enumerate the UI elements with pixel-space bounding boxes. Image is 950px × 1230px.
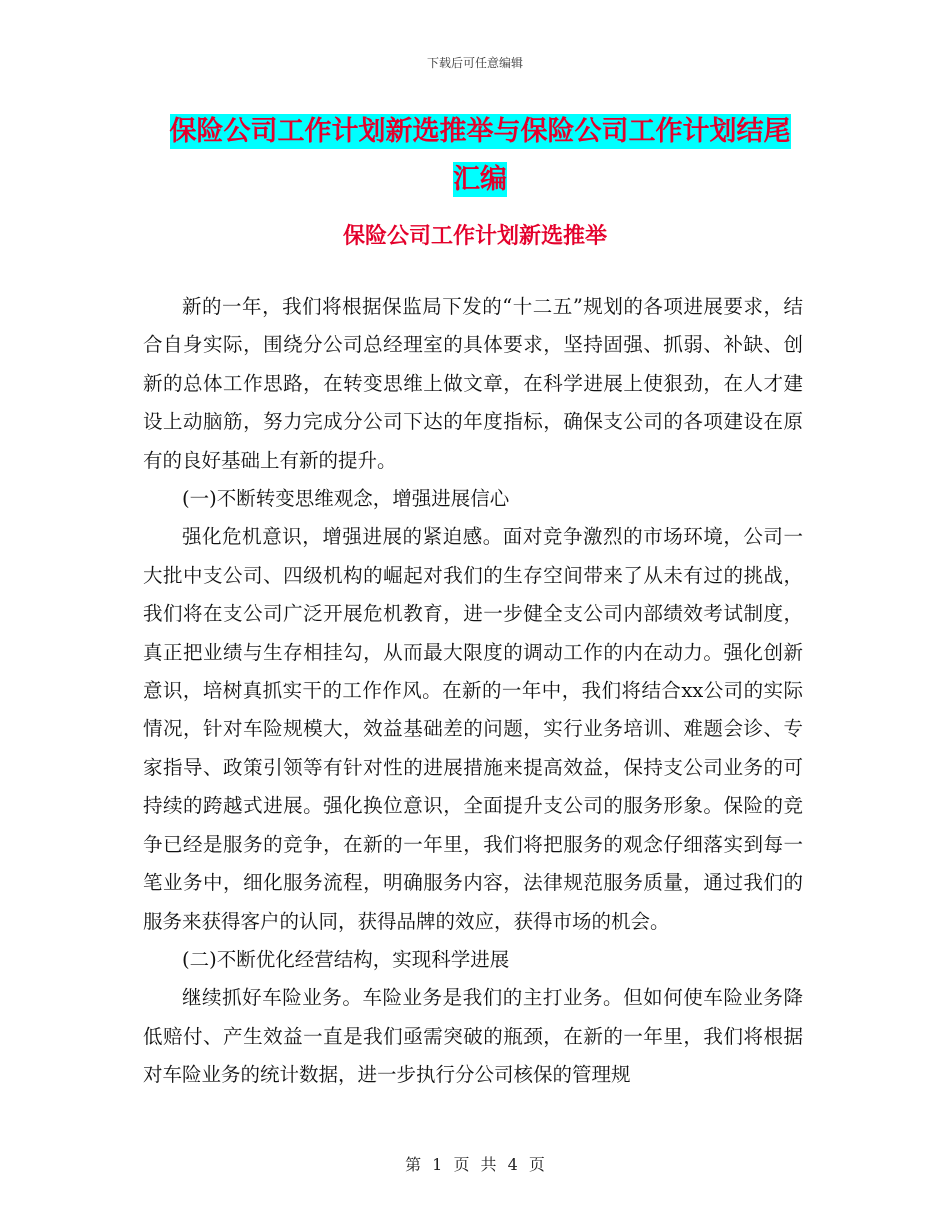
paragraph-1: 强化危机意识，增强进展的紧迫感。面对竞争激烈的市场环境，公司一大批中支公司、四级机构的崛起对我们的生存空间带来了从未有过的挑战，我们将在支公司广泛开展危机教育，进一步健全支公司内部绩效考试制度，真正把业绩与生存相挂勾，从而最大限度的调动工作的内在动力。强化创新意识，培树真抓实干的工作作风。在新的一年中，我们将结合xx公司的实际情况，针对车险规模大，效益基础差的问题，实行业务培训、难题会诊、专家指导、政策引领等有针对性的进展措施来提高效益，保持支公司业务的可持续的跨越式进展。强化换位意识，全面提升支公司的服务形象。保险的竞争已经是服务的竞争，在新的一年里，我们将把服务的观念仔细落实到每一笔业务中，细化服务流程，明确服务内容，法律规范服务质量，通过我们的服务来获得客户的认同，获得品牌的效应，获得市场的机会。	[143, 525, 803, 933]
document-title	[140, 108, 820, 204]
page-number: 第 1 页 共 4 页	[405, 1155, 545, 1174]
document-title-line2: 汇编	[453, 164, 507, 195]
paragraph-intro: 新的一年，我们将根据保监局下发的“十二五”规划的各项进展要求，结合自身实际，围绕分公司总经理室的具体要求，坚持固强、抓弱、补缺、创新的总体工作思路，在转变思维上做文章，在科学进展上使狠劲，在人才建设上动脑筋，努力完成分公司下达的年度指标，确保支公司的各项建设在原有的良好基础上有新的提升。	[143, 295, 803, 472]
subheading-2: (二)不断优化经营结构，实现科学进展	[182, 947, 510, 971]
page-header-note: 下载后可任意编辑	[426, 56, 523, 70]
document-body	[143, 288, 803, 1095]
paragraph-2: 继续抓好车险业务。车险业务是我们的主打业务。但如何使车险业务降低赔付、产生效益一直是我们亟需突破的瓶颈，在新的一年里，我们将根据对车险业务的统计数据，进一步执行分公司核保的管理规	[143, 986, 803, 1087]
subheading-1: (一)不断转变思维观念，增强进展信心	[182, 487, 510, 511]
section-title: 保险公司工作计划新选推举	[342, 224, 607, 249]
document-title-line1: 保险公司工作计划新选推举与保险公司工作计划结尾	[169, 116, 791, 147]
